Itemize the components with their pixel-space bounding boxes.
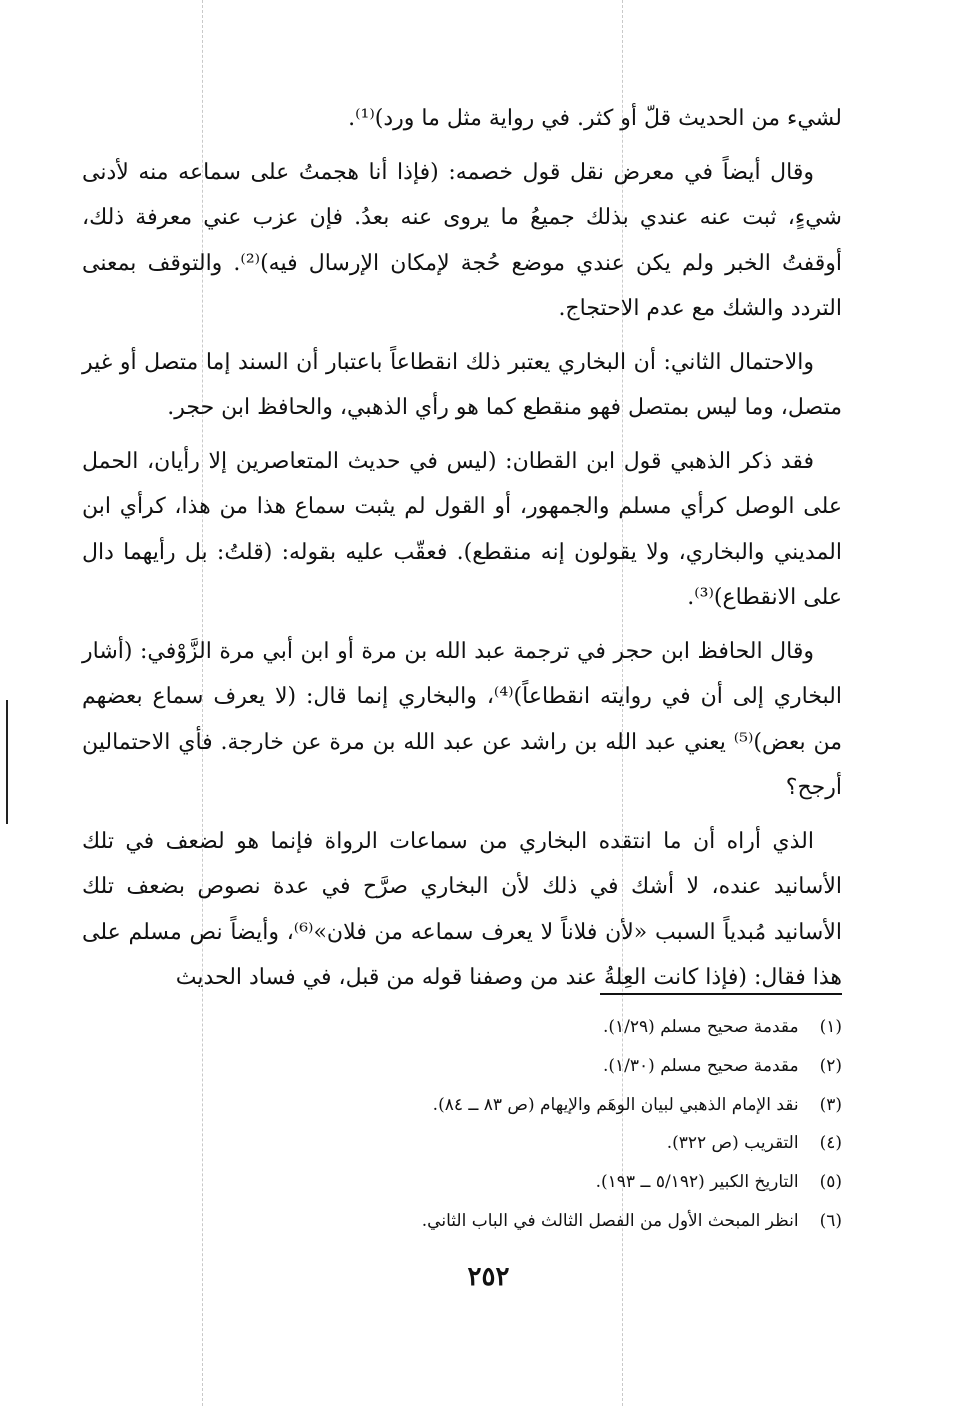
footnote xyxy=(82,1202,842,1241)
footnote-number: (٣) xyxy=(819,1094,842,1115)
paragraph: وقال أيضاً في معرض نقل قول خصمه: (فإذا أنا هجمتُ على سماعه منه لأدنى شيءٍ، ثبت عنه عندي بذلك جميعُ ما يروى عنه بعدُ. فإن عزب عني معرفة ذلك، أوقفتُ الخبر ولم يكن عندي موضع حُجة لإمكان الإرسال فيه)⁽²⁾. والتوقف بمعنى التردد والشك مع عدم الاحتجاج. xyxy=(82,159,843,321)
footnote xyxy=(82,1163,842,1202)
footnote-text: التاريخ الكبير (٥/١٩٢ ــ ١٩٣). xyxy=(595,1172,799,1193)
footnote-number: (٥) xyxy=(819,1172,842,1193)
footnote xyxy=(82,1008,842,1047)
footnote xyxy=(82,1124,842,1163)
footnote-divider xyxy=(600,993,842,995)
footnotes xyxy=(82,1008,842,1241)
paragraph: فقد ذكر الذهبي قول ابن القطان: (ليس في حديث المتعاصرين إلا رأيان، الحمل على الوصل كرأي مسلم والجمهور، أو القول لم يثبت سماع هذا من هذا، كرأي ابن المديني والبخاري، ولا يقولون إنه منقطع). فعقّب عليه بقوله: (قلتُ: بل رأيهما دال على الانقطاع)⁽³⁾. xyxy=(82,448,842,610)
paragraph: الذي أراه أن ما انتقده البخاري من سماعات الرواة فإنما هو لضعف في تلك الأسانيد عنده، لا أشك في ذلك لأن البخاري صرَّح في عدة نصوص بضعف تلك الأسانيد مُبدياً السبب «لأن فلاناً لا يعرف سماعه من فلان»⁽⁶⁾، وأيضاً نص مسلم على هذا فقال: (فإذا كانت العِلةُ عند من وصفنا قوله من قبل، في فساد الحديث xyxy=(82,828,843,990)
footnote-number: (٢) xyxy=(819,1055,842,1076)
paragraph: وقال الحافظ ابن حجر في ترجمة عبد الله بن مرة أو ابن أبي مرة الزَّوْفي: (أشار البخاري إلى أن في روايته انقطاعاً)⁽⁴⁾، والبخاري إنما قال: (لا يعرف سماع بعضهم من بعض)⁽⁵⁾ يعني عبد الله بن راشد عن عبد الله بن مرة عن خارجة. فأي الاحتمالين أرجح؟ xyxy=(82,638,842,800)
footnote xyxy=(82,1086,842,1125)
scan-edge-mark xyxy=(6,700,8,824)
footnote-text: مقدمة صحيح مسلم (١/٣٠). xyxy=(603,1055,799,1076)
footnote-number: (١) xyxy=(819,1017,842,1037)
paragraph: لشيء من الحديث قلّ أو كثر. في رواية مثل ما ورد)⁽¹⁾. xyxy=(348,106,842,131)
footnote xyxy=(82,1047,842,1086)
page-number: ٢٥٢ xyxy=(467,1262,510,1292)
footnote-number: (٦) xyxy=(819,1210,842,1231)
footnote-text: نقد الإمام الذهبي لبيان الوهَم والإيهام (ص ٨٣ ــ ٨٤). xyxy=(432,1094,799,1115)
paragraph: والاحتمال الثاني: أن البخاري يعتبر ذلك انقطاعاً باعتبار أن السند إما متصل أو غير متصل، وما ليس بمتصل فهو منقطع كما هو رأي الذهبي، والحافظ ابن حجر. xyxy=(82,349,842,420)
page-body xyxy=(82,96,842,1009)
footnote-text: التقريب (ص ٣٢٢). xyxy=(666,1133,799,1154)
footnote-number: (٤) xyxy=(819,1133,842,1154)
footnote-text: انظر المبحث الأول من الفصل الثالث في الباب الثاني. xyxy=(421,1210,799,1231)
footnote-text: مقدمة صحيح مسلم (١/٢٩). xyxy=(603,1017,799,1037)
